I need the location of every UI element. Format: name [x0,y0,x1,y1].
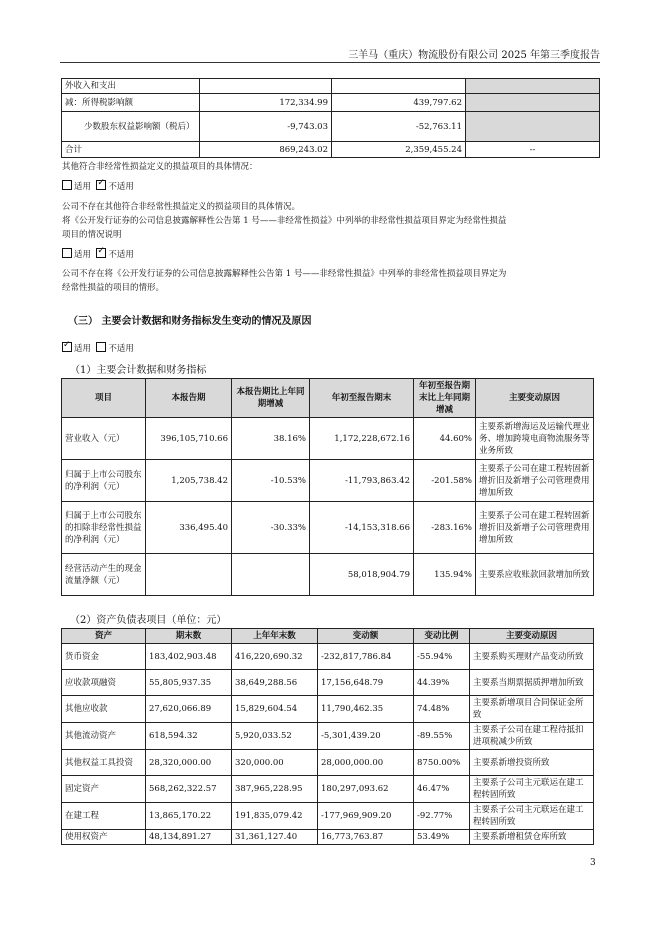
table-row: 其他权益工具投资 28,320,000.00 320,000.00 28,000,000.00 8750.00% 主要系新增投资所致 [62,750,594,776]
table-row: 经营活动产生的现金流量净额（元） 58,018,904.79 135.94% 主要系应收账款回款增加所致 [62,554,594,596]
document-header: 三羊马（重庆）物流股份有限公司 2025 年第三季度报告 [348,50,600,61]
checkbox-checked-icon [62,342,72,352]
table-row: 少数股东权益影响额（税后） -9,743.03 -52,763.11 [62,112,600,142]
checkbox-unchecked-icon [96,342,106,352]
nonrecurring-table [61,78,600,158]
table-header-row: 资产 期末数 上年年末数 变动额 变动比例 主要变动原因 [62,629,594,644]
paragraph: 公司不存在将《公开发行证券的公司信息披露解释性公告第 1 号——非经常性损益》中列举的非经常性损益项目界定为 [62,269,507,279]
page-number: 3 [590,858,596,868]
applicability-choice: 适用 ✓ 不适用 [62,180,602,194]
header-rule [60,62,600,63]
paragraph: 将《公开发行证券的公司信息披露解释性公告第 1 号——非经常性损益》中列举的非经常性损益项目界定为经常性损益 [62,216,507,226]
table-row: 归属于上市公司股东的扣除非经常性损益的净利润（元） 336,495.40 -30.33% -14,153,318.66 -283.16% 主要系子公司在建工程转固新增折旧及新增子公司管理费用增加所致 [62,502,594,554]
row-label: 外收入和支出 [62,79,200,94]
paragraph: 经常性损益的项目的情形。 [62,283,165,293]
applicability-choice: ✓适用 不适用 [62,342,602,356]
table-row: 营业收入（元） 396,105,710.66 38.16% 1,172,228,672.16 44.60% 主要系新增海运及运输代理业务、增加跨境电商物流服务等业务所致 [62,418,594,460]
subsection-heading: （1）主要会计数据和财务指标 [70,365,207,376]
table-row: 其他流动资产 618,594.32 5,920,033.52 -5,301,439.20 -89.55% 主要系子公司在建工程待抵扣进项税减少所致 [62,723,594,750]
paragraph: 公司不存在其他符合非经常性损益定义的损益项目的具体情况。 [62,202,301,212]
table-row: 使用权资产 48,134,891.27 31,361,127.40 16,773,763.87 53.49% 主要系新增租赁仓库所致 [62,830,594,845]
row-label: 合计 [62,142,200,158]
balance-sheet-table [61,628,594,845]
table-row: 归属于上市公司股东的净利润（元） 1,205,738.42 -10.53% -11,793,863.42 -201.58% 主要系子公司在建工程转固新增折旧及新增子公司管理费用增加所致 [62,460,594,502]
table-header-row: 项目 本报告期 本报告期比上年同期增减 年初至报告期末 年初至报告期末比上年同期增减 主要变动原因 [62,379,594,418]
table-row: 在建工程 13,865,170.22 191,835,079.42 -177,969,909.20 -92.77% 主要系子公司主元联运在建工程转固所致 [62,803,594,830]
table-row: 合计 869,243.02 2,359,455.24 -- [62,142,600,158]
table-row: 其他应收款 27,620,066.89 15,829,604.54 11,790,462.35 74.48% 主要系新增项目合同保证金所致 [62,696,594,723]
table-row [62,79,600,94]
checkbox-unchecked-icon [62,248,72,258]
applicability-choice: 适用 ✓ 不适用 [62,248,602,262]
key-indicators-table [61,378,594,596]
subsection-heading: （2）资产负债表项目（单位：元） [70,615,227,626]
table-row: 货币资金 183,402,903.48 416,220,690.32 -232,817,786.84 -55.94% 主要系购买理财产品变动所致 [62,644,594,670]
checkbox-unchecked-icon [62,180,72,190]
table-row: 减：所得税影响额 172,334.99 439,797.62 [62,94,600,112]
row-label: 减：所得税影响额 [62,94,200,112]
paragraph: 其他符合非经常性损益定义的损益项目的具体情况： [62,162,258,172]
checkbox-checked-icon [96,248,106,258]
table-row: 固定资产 568,262,322.57 387,965,228.95 180,297,093.62 46.47% 主要系子公司主元联运在建工程转固所致 [62,776,594,803]
table-row: 应收款项融资 55,805,937.35 38,649,288.56 17,156,648.79 44.39% 主要系当期票据质押增加所致 [62,670,594,696]
row-label: 少数股东权益影响额（税后） [62,112,200,142]
section-heading: （三） 主要会计数据和财务指标发生变动的情况及原因 [68,316,312,327]
paragraph: 项目的情况说明 [62,230,122,240]
checkbox-checked-icon [96,180,106,190]
